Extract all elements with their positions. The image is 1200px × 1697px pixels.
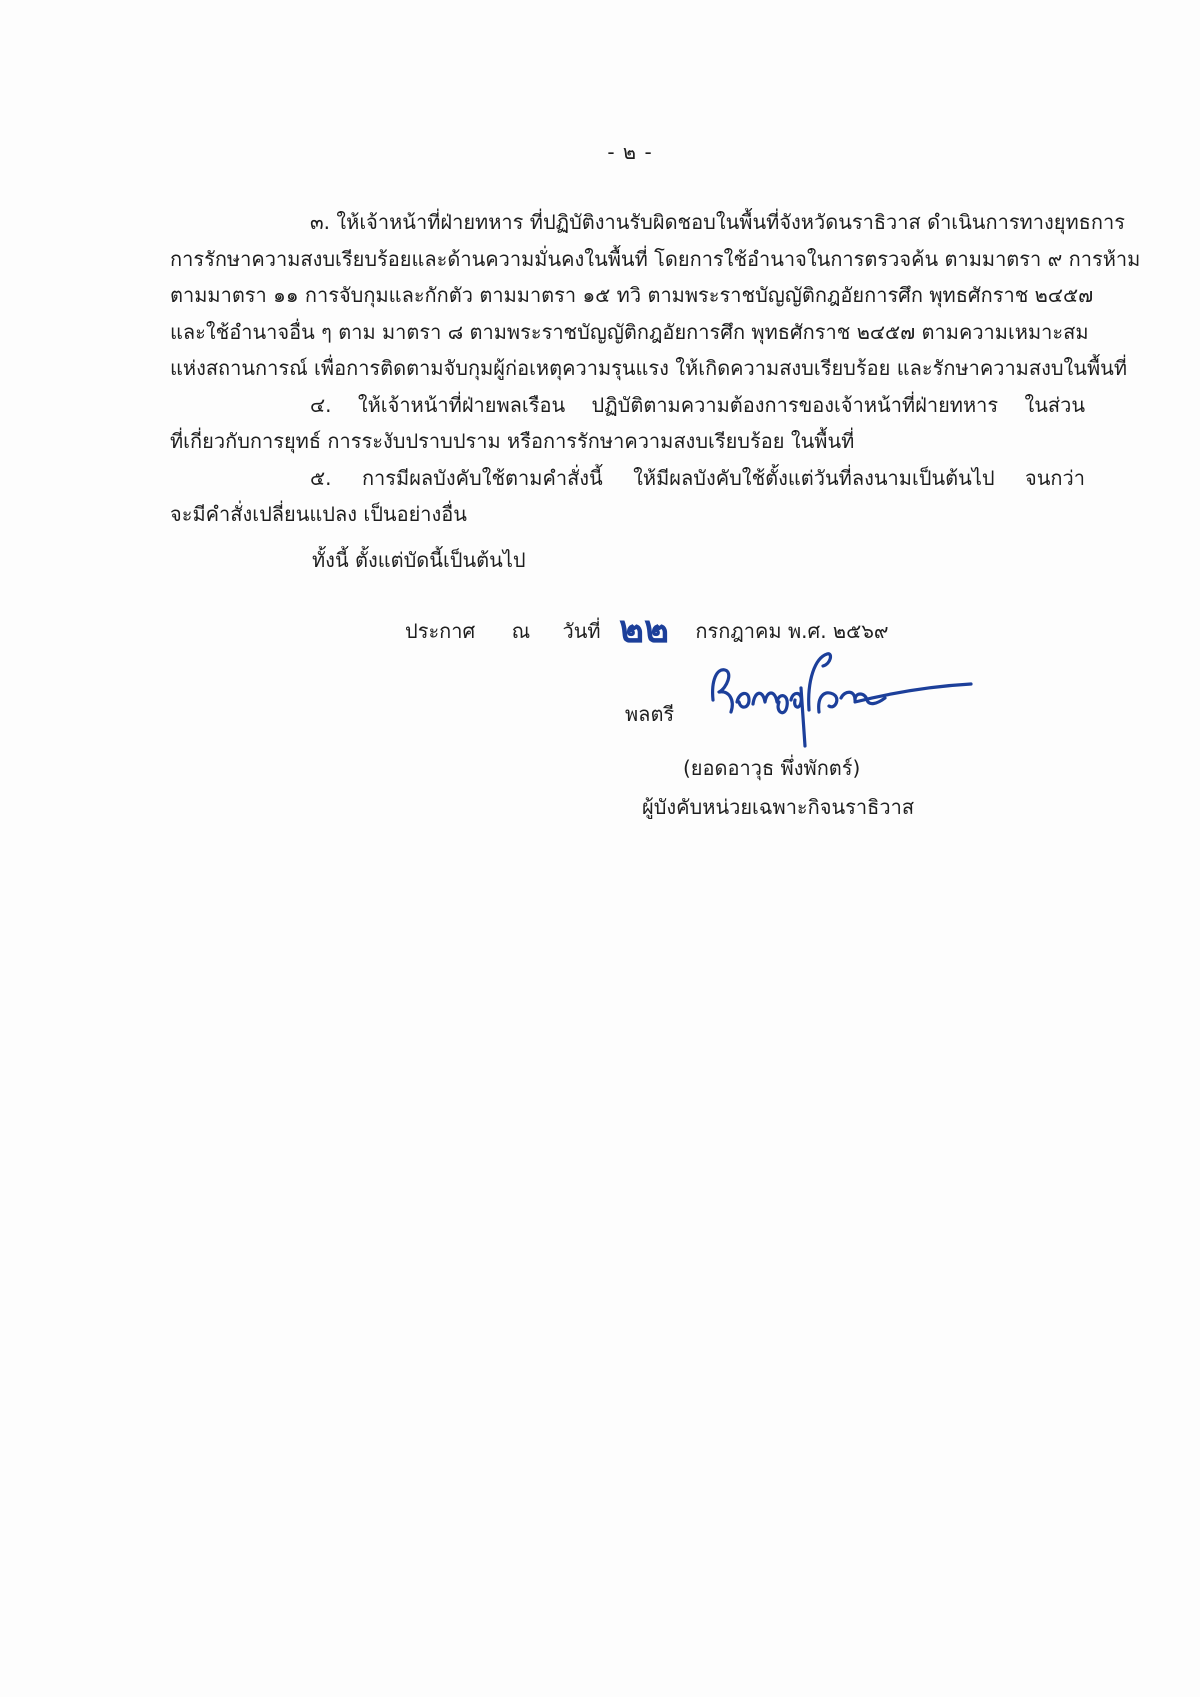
signer-title: ผู้บังคับหน่วยเฉพาะกิจนราธิวาส — [642, 795, 915, 819]
paragraph-5 — [170, 460, 1085, 533]
paragraph-line: แห่งสถานการณ์ เพื่อการติดตามจับกุมผู้ก่อเหตุความรุนแรง ให้เกิดความสงบเรียบร้อย และรักษาความสงบในพื้นที่ — [170, 356, 1128, 380]
paragraph-line: ๓. ให้เจ้าหน้าที่ฝ่ายทหาร ที่ปฏิบัติงานรับผิดชอบในพื้นที่จังหวัดนราธิวาส ดำเนินการทางยุทธการ — [310, 210, 1125, 234]
paragraph-line: การรักษาความสงบเรียบร้อยและด้านความมั่นคงในพื้นที่ โดยการใช้อำนาจในการตรวจค้น ตามมาตรา ๙ การห้าม — [170, 246, 1141, 271]
closing-statement: ทั้งนี้ ตั้งแต่บัดนี้เป็นต้นไป — [312, 548, 526, 572]
paragraph-3 — [170, 204, 1141, 387]
date-label: วันที่ — [562, 619, 601, 643]
paragraph-line: จะมีคำสั่งเปลี่ยนแปลง เป็นอย่างอื่น — [170, 502, 467, 526]
proclamation-at: ณ — [511, 619, 531, 643]
signer-name: (ยอดอาวุธ พึ่งพักตร์) — [683, 756, 861, 780]
proclamation-prefix: ประกาศ — [405, 619, 476, 643]
paragraph-line: ตามมาตรา ๑๑ การจับกุมและกักตัว ตามมาตรา ๑๕ ทวิ ตามพระราชบัญญัติกฎอัยการศึก พุทธศักราช ๒๔๕๗ — [170, 283, 1094, 307]
paragraph-4 — [170, 387, 1085, 460]
month-year: กรกฎาคม พ.ศ. ๒๕๖๙ — [695, 619, 889, 643]
signer-rank: พลตรี — [625, 702, 675, 726]
paragraph-line: ที่เกี่ยวกับการยุทธ์ การระงับปราบปราม หรือการรักษาความสงบเรียบร้อย ในพื้นที่ — [170, 429, 855, 453]
paragraph-line: และใช้อำนาจอื่น ๆ ตาม มาตรา ๘ ตามพระราชบัญญัติกฎอัยการศึก พุทธศักราช ๒๔๕๗ ตามความเหมาะสม — [170, 319, 1089, 344]
handwritten-signature — [705, 640, 975, 750]
document-body — [170, 204, 1141, 533]
handwritten-day: ๒๒ — [618, 606, 670, 651]
paragraph-line: ๔. ให้เจ้าหน้าที่ฝ่ายพลเรือน ปฏิบัติตามความต้องการของเจ้าหน้าที่ฝ่ายทหาร ในส่วน — [310, 392, 1085, 417]
paragraph-line: ๕. การมีผลบังคับใช้ตามคำสั่งนี้ ให้มีผลบังคับใช้ตั้งแต่วันที่ลงนามเป็นต้นไป จนกว่า — [310, 465, 1085, 490]
page-number: - ๒ - — [607, 140, 653, 164]
